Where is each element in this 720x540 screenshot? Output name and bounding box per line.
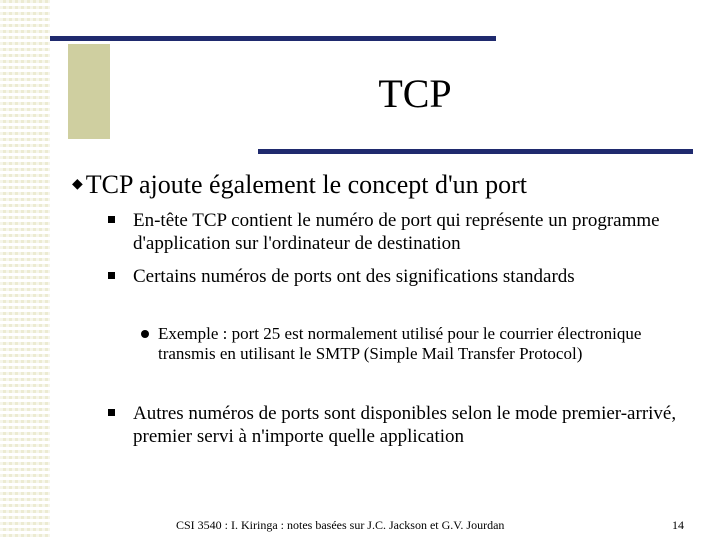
slide-title: TCP [378, 71, 452, 116]
footer-credit: CSI 3540 : I. Kiringa : notes basées sur J.C. Jackson et G.V. Jourdan [176, 518, 505, 532]
sub-bullet-text: En-tête TCP contient le numéro de port qui représente un programme d'application sur l'ordinateur de destination [133, 210, 660, 254]
page-number: 14 [672, 518, 684, 532]
square-bullet-icon [108, 409, 115, 416]
sub-bullet-1 [108, 209, 688, 255]
top-rule [50, 36, 496, 41]
diamond-bullet-icon: ◆ [72, 177, 83, 192]
decorative-stripes-overlay [0, 0, 50, 540]
decorative-block [68, 44, 110, 139]
sub-bullet-text: Autres numéros de ports sont disponibles selon le mode premier-arrivé, premier servi à n'importe quelle application [133, 403, 677, 447]
round-bullet-icon [141, 330, 149, 338]
sub-bullet-text: Certains numéros de ports ont des significations standards [133, 266, 575, 287]
main-bullet [72, 170, 527, 200]
main-bullet-text: TCP ajoute également le concept d'un port [85, 170, 528, 199]
title-rule [258, 149, 693, 154]
sub-bullet-2 [108, 265, 688, 288]
sub-bullet-3 [108, 402, 688, 448]
square-bullet-icon [108, 272, 115, 279]
nested-bullet [141, 324, 686, 364]
nested-bullet-text: Exemple : port 25 est normalement utilisé pour le courrier électronique transmis en utilisant le SMTP (Simple Mail Transfer Protocol) [158, 324, 642, 363]
square-bullet-icon [108, 216, 115, 223]
